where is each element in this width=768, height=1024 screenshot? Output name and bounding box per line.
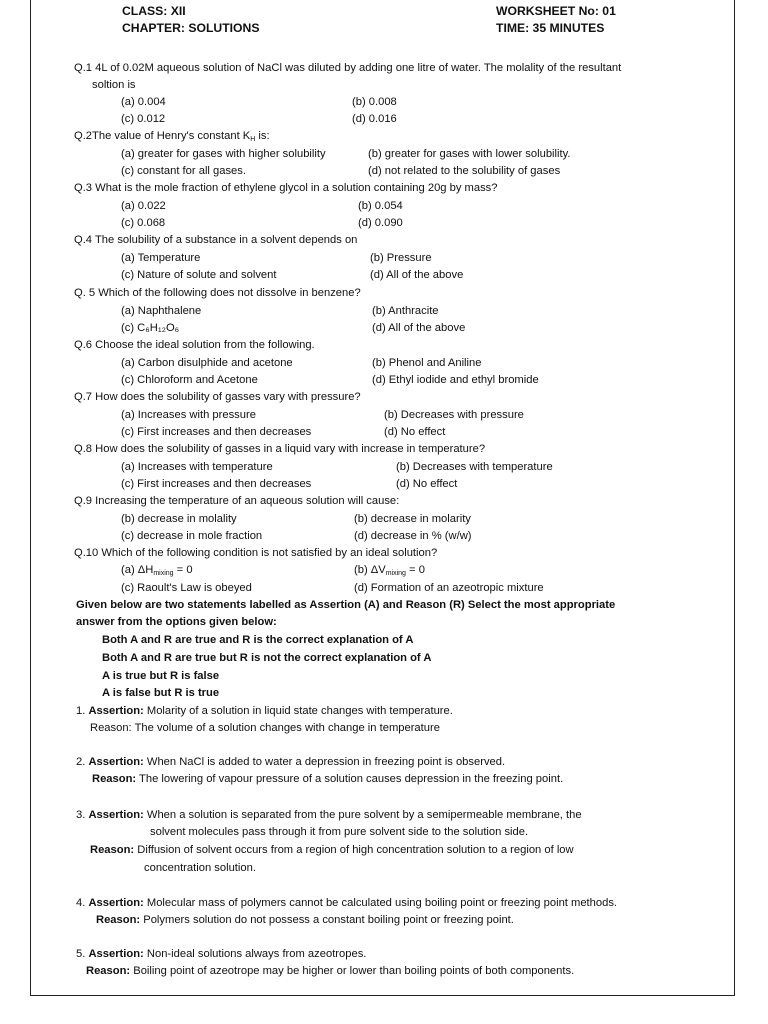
q1-option-a: (a) 0.004 xyxy=(121,96,166,108)
q10-option-b: (b) ΔVmixing = 0 xyxy=(354,564,425,577)
q1-option-b: (b) 0.008 xyxy=(352,96,397,108)
question-1-text-cont: soltion is xyxy=(92,79,136,91)
q4-option-d: (d) All of the above xyxy=(370,269,464,281)
q3-option-b: (b) 0.054 xyxy=(358,200,403,212)
time-label: TIME: 35 MINUTES xyxy=(496,21,605,35)
question-6-text: Q.6 Choose the ideal solution from the following. xyxy=(74,339,315,351)
reason-4: Reason: Polymers solution do not possess a constant boiling point or freezing point. xyxy=(96,914,514,926)
q9-option-b: (b) decrease in molarity xyxy=(354,513,471,525)
assertion-3-cont: solvent molecules pass through it from pure solvent side to the solution side. xyxy=(150,826,529,838)
q3-option-a: (a) 0.022 xyxy=(121,200,166,212)
q6-option-a: (a) Carbon disulphide and acetone xyxy=(121,357,293,369)
q4-option-c: (c) Nature of solute and solvent xyxy=(121,269,277,281)
reason-2: Reason: The lowering of vapour pressure of a solution causes depression in the freezing point. xyxy=(92,773,564,785)
reason-1: Reason: The volume of a solution changes with change in temperature xyxy=(90,722,440,734)
q5-option-c: (c) C₆H₁₂O₆ xyxy=(121,322,180,334)
ar-instructions: Given below are two statements labelled as Assertion (A) and Reason (R) Select the most appropriate xyxy=(76,599,616,611)
q3-option-c: (c) 0.068 xyxy=(121,217,166,229)
assertion-4: 4. Assertion: Molecular mass of polymers cannot be calculated using boiling point or freezing point methods. xyxy=(76,897,618,909)
ar-instructions-cont: answer from the options given below: xyxy=(76,616,277,628)
question-7-text: Q.7 How does the solubility of gasses vary with pressure? xyxy=(74,391,361,403)
assertion-1: 1. Assertion: Molarity of a solution in liquid state changes with temperature. xyxy=(76,705,453,717)
class-label: CLASS: XII xyxy=(122,4,186,18)
q2-option-c: (c) constant for all gases. xyxy=(121,165,246,177)
q10-option-d: (d) Formation of an azeotropic mixture xyxy=(354,582,544,594)
q4-option-a: (a) Temperature xyxy=(121,252,201,264)
q7-option-a: (a) Increases with pressure xyxy=(121,409,256,421)
q9-option-c: (c) decrease in mole fraction xyxy=(121,530,263,542)
assertion-5: 5. Assertion: Non-ideal solutions always from azeotropes. xyxy=(76,948,367,960)
question-4-text: Q.4 The solubility of a substance in a solvent depends on xyxy=(74,234,358,246)
q8-option-a: (a) Increases with temperature xyxy=(121,461,273,473)
question-1-text: Q.1 4L of 0.02M aqueous solution of NaCl was diluted by adding one litre of water. The molality of the resultant xyxy=(74,62,622,74)
q3-option-d: (d) 0.090 xyxy=(358,217,403,229)
q1-option-c: (c) 0.012 xyxy=(121,113,166,125)
q5-option-b: (b) Anthracite xyxy=(372,305,439,317)
q8-option-c: (c) First increases and then decreases xyxy=(121,478,312,490)
q8-option-d: (d) No effect xyxy=(396,478,458,490)
q6-option-b: (b) Phenol and Aniline xyxy=(372,357,482,369)
reason-3: Reason: Diffusion of solvent occurs from a region of high concentration solution to a region of low xyxy=(90,844,574,856)
q1-option-d: (d) 0.016 xyxy=(352,113,397,125)
question-8-text: Q.8 How does the solubility of gasses in a liquid vary with increase in temperature? xyxy=(74,443,486,455)
assertion-3: 3. Assertion: When a solution is separated from the pure solvent by a semipermeable membrane, the xyxy=(76,809,582,821)
q5-option-d: (d) All of the above xyxy=(372,322,466,334)
q2-option-d: (d) not related to the solubility of gases xyxy=(368,165,561,177)
worksheet-number: WORKSHEET No: 01 xyxy=(496,4,616,18)
question-9-text: Q.9 Increasing the temperature of an aqueous solution will cause: xyxy=(74,495,400,507)
chapter-label: CHAPTER: SOLUTIONS xyxy=(122,21,260,35)
q10-option-c: (c) Raoult's Law is obeyed xyxy=(121,582,252,594)
q6-option-d: (d) Ethyl iodide and ethyl bromide xyxy=(372,374,539,386)
question-3-text: Q.3 What is the mole fraction of ethylene glycol in a solution containing 20g by mass? xyxy=(74,182,498,194)
q2-option-b: (b) greater for gases with lower solubility. xyxy=(368,148,571,160)
ar-option-2: Both A and R are true but R is not the correct explanation of A xyxy=(102,652,432,664)
q9-option-a: (b) decrease in molality xyxy=(121,513,237,525)
ar-option-3: A is true but R is false xyxy=(102,670,220,682)
reason-5: Reason: Boiling point of azeotrope may be higher or lower than boiling points of both components. xyxy=(86,965,575,977)
q7-option-d: (d) No effect xyxy=(384,426,446,438)
q4-option-b: (b) Pressure xyxy=(370,252,432,264)
q8-option-b: (b) Decreases with temperature xyxy=(396,461,553,473)
q6-option-c: (c) Chloroform and Acetone xyxy=(121,374,258,386)
q2-option-a: (a) greater for gases with higher solubility xyxy=(121,148,326,160)
ar-option-1: Both A and R are true and R is the correct explanation of A xyxy=(102,634,414,646)
reason-3-cont: concentration solution. xyxy=(144,862,256,874)
q10-option-a: (a) ΔHmixing = 0 xyxy=(121,564,193,577)
question-10-text: Q.10 Which of the following condition is not satisfied by an ideal solution? xyxy=(74,547,438,559)
q7-option-c: (c) First increases and then decreases xyxy=(121,426,312,438)
assertion-2: 2. Assertion: When NaCl is added to water a depression in freezing point is observed. xyxy=(76,756,506,768)
q7-option-b: (b) Decreases with pressure xyxy=(384,409,524,421)
question-2-text: Q.2The value of Henry's constant $K_H$ is: xyxy=(74,130,270,143)
ar-option-4: A is false but R is true xyxy=(102,687,220,699)
q5-option-a: (a) Naphthalene xyxy=(121,305,202,317)
q9-option-d: (d) decrease in % (w/w) xyxy=(354,530,472,542)
question-5-text: Q. 5 Which of the following does not dissolve in benzene? xyxy=(74,287,361,299)
